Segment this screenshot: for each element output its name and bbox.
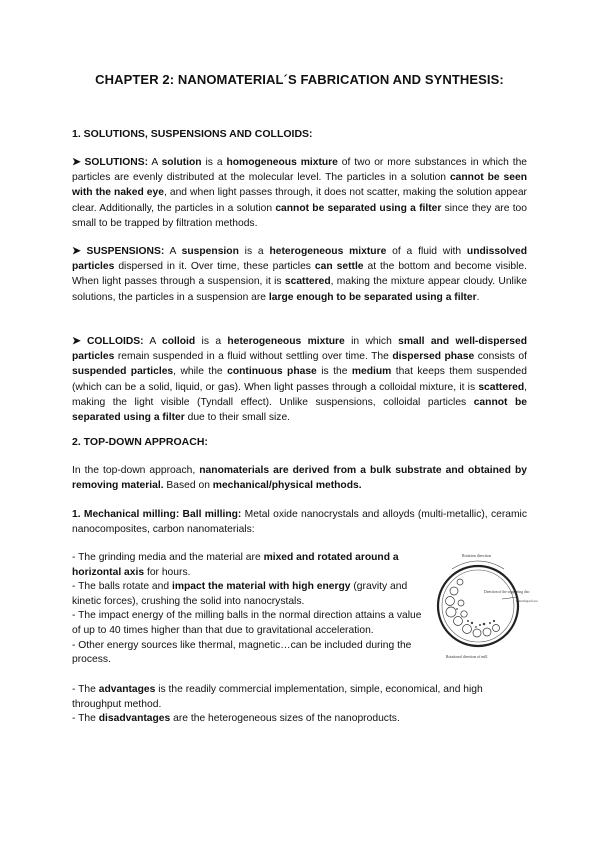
suspensions-paragraph [72, 244, 527, 305]
body-text: Based on [163, 480, 213, 492]
body-text: remain suspended in a fluid without settling over time. The [114, 351, 393, 363]
body-text: that keeps them suspended (which can be a solid, liquid, or gas). When light passes through a colloidal mixture, it is [72, 366, 528, 393]
bold-text: advantages [98, 684, 156, 695]
body-text: - The impact energy of the milling balls in the normal direction attains a value of up to 40 times higher than that due to gravitational acceleration. [72, 610, 422, 636]
body-text: is a [195, 336, 228, 347]
body-text: , making the mixture appear cloudy. Unlike solutions, the particles in a suspension are [72, 276, 527, 303]
figure-label-inner: Direction of the supporting disc [484, 590, 530, 594]
ball-milling-paragraph [72, 507, 527, 537]
body-text: , while the [173, 366, 228, 378]
body-text: (gravity and kinetic forces), crushing the solid into nanocrystals. [72, 581, 408, 607]
bold-text: 1. Mechanical milling: Ball milling: [72, 509, 242, 520]
body-text: is the [316, 366, 352, 378]
body-text: - The grinding media and the material are [72, 552, 264, 563]
solutions-paragraph [72, 155, 527, 231]
bold-text: cannot be separated using a filter [275, 202, 442, 214]
topdown-intro-paragraph [72, 463, 527, 493]
bullet-item [72, 639, 427, 668]
body-text: of two or more substances in which the particles are evenly distributed at the molecular level. The particles in a solution [72, 157, 528, 184]
suspensions-label: ➤ SUSPENSIONS: [72, 246, 165, 257]
bold-text: scattered [284, 276, 331, 288]
bold-text: undissolved particles [72, 246, 527, 273]
mill-outer-ring [438, 566, 518, 646]
bold-text: large enough to be separated using a filter [268, 291, 477, 303]
section2-heading: 2. TOP-DOWN APPROACH: [72, 436, 208, 448]
body-text: , making the light visible (Tyndall effect). Unlike suspensions, colloidal particles [72, 381, 527, 408]
body-text: - Other energy sources like thermal, magnetic…can be included during the process. [72, 639, 412, 666]
colloids-paragraph [72, 334, 527, 425]
body-text: of a fluid with [386, 246, 467, 257]
body-text: . [476, 291, 480, 303]
body-text: is a [238, 246, 270, 257]
bold-text: heterogeneous mixture [227, 336, 345, 347]
bullet-item [72, 712, 527, 727]
bold-text: medium [351, 366, 392, 378]
section1-heading: 1. SOLUTIONS, SUSPENSIONS AND COLLOIDS: [72, 128, 313, 140]
bold-text: mechanical/physical methods. [212, 480, 362, 492]
body-text: A [148, 157, 162, 168]
bold-text: colloid [162, 336, 196, 347]
bold-text: small and well-dispersed particles [72, 336, 528, 363]
body-text: consists of [474, 351, 527, 363]
milling-balls [446, 579, 500, 637]
bold-text: cannot be seen with the naked eye [72, 172, 527, 199]
bold-text: homogeneous mixture [226, 157, 338, 168]
body-text: since they are too small to be trapped by filtration methods. [72, 202, 528, 229]
figure-label-bottom: Rotational direction of mill [446, 655, 488, 659]
bold-text: disadvantages [98, 713, 171, 725]
body-text: is a [201, 157, 227, 168]
page-title: CHAPTER 2: NANOMATERIAL´S FABRICATION AND SYNTHESIS: [95, 72, 504, 87]
body-text: for hours. [144, 566, 191, 578]
body-text: are the heterogeneous sizes of the nanoproducts. [170, 713, 400, 725]
colloids-label: ➤ COLLOIDS: [72, 336, 144, 347]
body-text: is the readily commercial implementation, simple, economical, and high throughput method. [72, 684, 483, 710]
figure-label-right: Centrifugal force [516, 599, 538, 603]
bullet-item [72, 551, 427, 580]
body-text: in which [344, 336, 399, 347]
body-text: - The [72, 713, 99, 725]
bold-text: suspension [181, 246, 239, 257]
body-text: dispersed in it. Over time, these particles [114, 261, 315, 273]
body-text: A [143, 336, 163, 347]
body-text: , and when light passes through, it does not scatter, making the solution appear clear. Additionally, the particles in a solution [72, 187, 527, 214]
ball-milling-bullets [72, 551, 427, 668]
mill-inner-ring [442, 570, 514, 642]
bullet-item [72, 609, 427, 638]
bold-text: can settle [314, 261, 364, 273]
bold-text: dispersed phase [392, 351, 475, 363]
pros-cons-bullets [72, 683, 527, 727]
bold-text: continuous phase [227, 366, 317, 378]
bullet-item [72, 580, 427, 609]
body-text: A [164, 246, 182, 257]
body-text: due to their small size. [184, 412, 291, 424]
bullet-item [72, 683, 527, 712]
body-text: Metal oxide nanocrystals and alloyds (multi-metallic), ceramic nanocomposites, carbon nanomaterials: [72, 509, 527, 536]
powder-particles [456, 608, 495, 628]
solutions-label: ➤ SOLUTIONS: [72, 157, 149, 168]
bold-text: solution [161, 157, 202, 168]
bold-text: suspended particles [72, 366, 174, 378]
figure-label-top: Rotation direction [462, 553, 491, 558]
ball-mill-diagram [432, 551, 538, 666]
bold-text: cannot be separated using a filter [72, 396, 527, 424]
bold-text: heterogeneous mixture [269, 246, 387, 257]
bold-text: scattered [478, 381, 525, 393]
body-text: - The balls rotate and [72, 581, 172, 593]
bold-text: impact the material with high energy [171, 581, 351, 593]
bold-text: mixed and rotated around a horizontal axis [72, 552, 399, 578]
body-text: In the top-down approach, [72, 465, 200, 476]
bold-text: nanomaterials are derived from a bulk substrate and obtained by removing material. [72, 465, 527, 492]
body-text: at the bottom and become visible. When light passes through a suspension, it is [72, 261, 527, 288]
body-text: - The [72, 684, 99, 695]
